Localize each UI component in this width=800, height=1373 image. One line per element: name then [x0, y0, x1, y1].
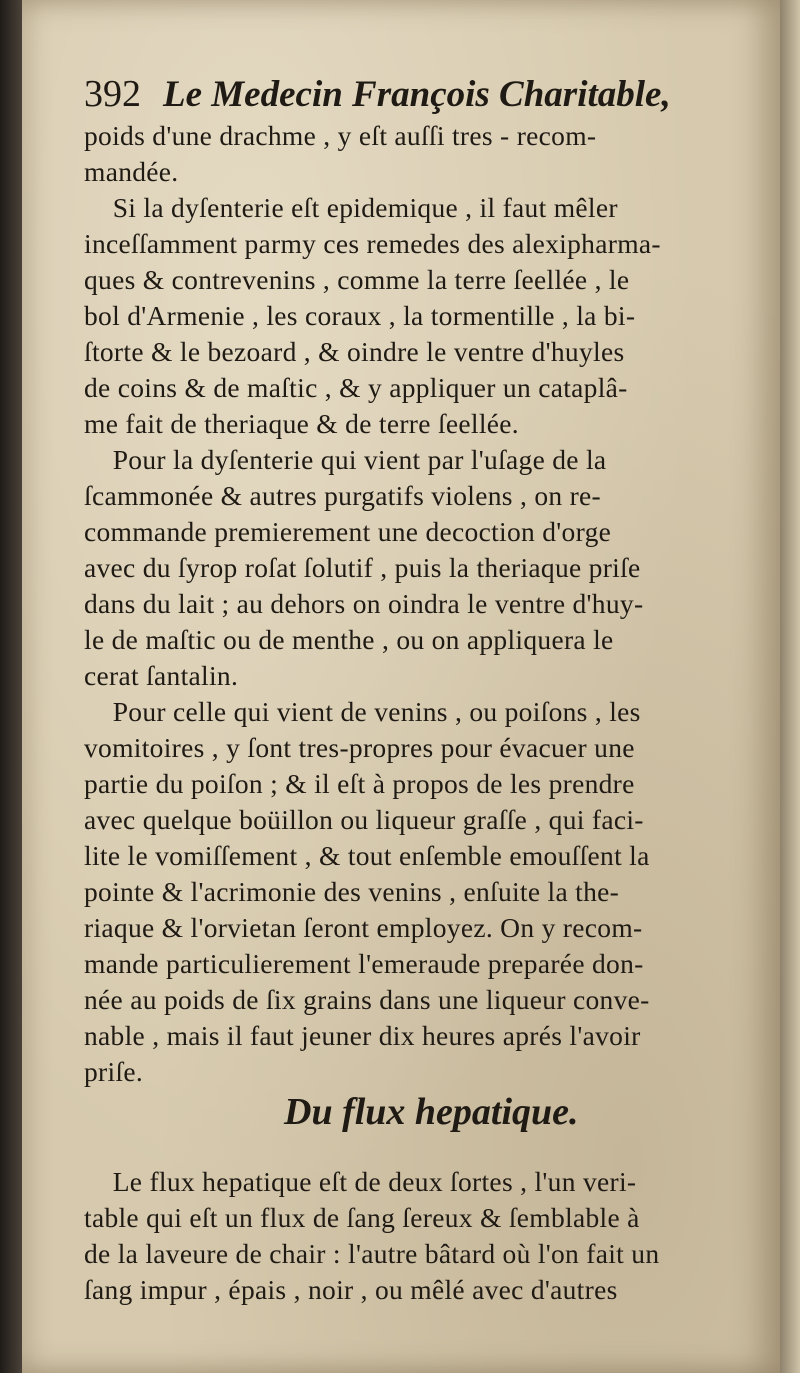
text-line: de coins & de maſtic , & y appliquer un cataplâ-	[84, 372, 628, 403]
text-line: nable , mais il faut jeuner dix heures aprés l'avoir	[84, 1020, 641, 1051]
text-line: riaque & l'orvietan ſeront employez. On y recom-	[84, 912, 643, 943]
text-line: avec du ſyrop roſat ſolutif , puis la theriaque priſe	[84, 552, 641, 583]
running-header	[84, 72, 671, 116]
text-line: mande particulierement l'emeraude preparée don-	[84, 948, 644, 979]
text-line: Pour celle qui vient de venins , ou poiſons , les	[84, 696, 641, 727]
text-line: Si la dyſenterie eſt epidemique , il faut mêler	[84, 192, 618, 223]
text-line: mandée.	[84, 156, 179, 187]
text-line: commande premierement une decoction d'orge	[84, 516, 612, 547]
text-line: ſcammonée & autres purgatifs violens , on re-	[84, 480, 602, 511]
text-line: ques & contrevenins , comme la terre ſeellée , le	[84, 264, 630, 295]
text-line: lite le vomiſſement , & tout enſemble emouſſent la	[84, 840, 650, 871]
text-line: née au poids de ſix grains dans une liqueur conve-	[84, 984, 650, 1015]
text-line: priſe.	[84, 1056, 144, 1087]
text-line: vomitoires , y ſont tres-propres pour évacuer une	[84, 732, 635, 763]
text-line: de la laveure de chair : l'autre bâtard où l'on fait un	[84, 1238, 660, 1269]
text-line: pointe & l'acrimonie des venins , enſuite la the-	[84, 876, 620, 907]
page-number: 392	[84, 73, 141, 115]
text-line: Pour la dyſenterie qui vient par l'uſage de la	[84, 444, 607, 475]
text-line: dans du lait ; au dehors on oindra le ventre d'huy-	[84, 588, 644, 619]
text-line: avec quelque boüillon ou liqueur graſſe , qui faci-	[84, 804, 644, 835]
text-line: ſtorte & le bezoard , & oindre le ventre d'huyles	[84, 336, 625, 367]
page-edge-right	[780, 0, 800, 1373]
running-title: Le Medecin François Charitable,	[163, 74, 671, 115]
text-line: bol d'Armenie , les coraux , la tormentille , la bi-	[84, 300, 636, 331]
section-heading: Du flux hepatique.	[284, 1091, 579, 1133]
text-line: ſang impur , épais , noir , ou mêlé avec d'autres	[84, 1274, 618, 1305]
text-line: partie du poiſon ; & il eſt à propos de les prendre	[84, 768, 635, 799]
text-line: le de maſtic ou de menthe , ou on appliquera le	[84, 624, 614, 655]
text-line: inceſſamment parmy ces remedes des alexipharma-	[84, 228, 661, 259]
text-line: cerat ſantalin.	[84, 660, 239, 691]
text-line: Le flux hepatique eſt de deux ſortes , l'un veri-	[84, 1166, 637, 1197]
text-line: poids d'une drachme , y eſt auſſi tres - recom-	[84, 120, 597, 151]
text-line: me fait de theriaque & de terre ſeellée.	[84, 408, 519, 439]
page-gutter-left	[0, 0, 22, 1373]
text-line: table qui eſt un flux de ſang ſereux & ſemblable à	[84, 1202, 640, 1233]
